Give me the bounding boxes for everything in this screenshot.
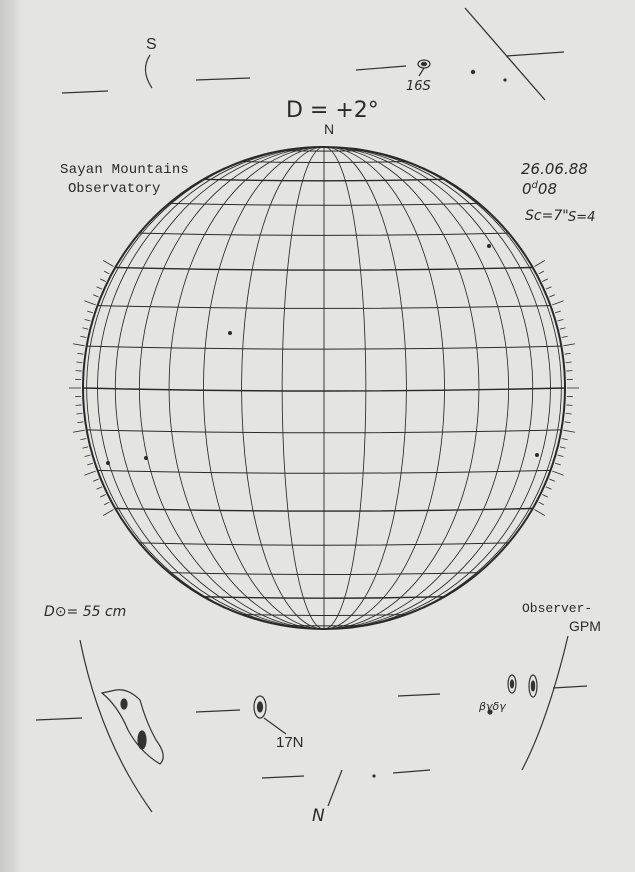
longitude-line xyxy=(242,147,324,629)
limb-tick xyxy=(100,495,105,498)
longitude-line xyxy=(98,147,324,629)
longitude-line xyxy=(87,147,324,629)
longitude-line xyxy=(324,147,406,629)
limb-tick xyxy=(546,487,551,489)
disk-spot xyxy=(144,456,148,460)
seeing-value: S=4 xyxy=(568,210,596,225)
limb-tick xyxy=(555,463,561,465)
limb-tick xyxy=(565,422,571,423)
limb-tick xyxy=(80,336,86,337)
sunspot-group-left xyxy=(102,690,163,764)
limb-tick xyxy=(103,510,113,516)
limb-tick xyxy=(558,455,564,457)
disk-spot xyxy=(487,244,491,248)
declination-label: D = +2° xyxy=(286,98,379,123)
region-right-label: βγδγ xyxy=(479,700,506,713)
small-spot-bottom xyxy=(373,775,375,777)
limb-tick xyxy=(558,319,564,321)
limb-tick xyxy=(84,471,95,475)
limb-tick xyxy=(552,301,563,305)
limb-tick xyxy=(85,455,91,457)
bottom-pole-label: N xyxy=(312,806,325,826)
small-spot-top-2 xyxy=(504,79,506,81)
limb-tick xyxy=(97,487,102,489)
limb-tick xyxy=(104,502,109,505)
longitude-line xyxy=(324,147,509,629)
top-dash-3 xyxy=(356,66,406,70)
top-sketch xyxy=(62,8,564,100)
longitude-line xyxy=(324,147,366,629)
top-dash-4 xyxy=(506,52,564,56)
bottom-sketch xyxy=(36,636,587,812)
limb-tick xyxy=(84,301,95,305)
limb-tick xyxy=(563,344,575,346)
bottom-limb-right xyxy=(522,636,568,770)
observation-date: 26.06.88 xyxy=(521,160,588,178)
limb-tick xyxy=(566,413,572,414)
limb-tick xyxy=(80,439,86,440)
limb-tick xyxy=(565,353,571,354)
top-pole-label: S xyxy=(146,36,157,53)
sunspot-group-right-1-umbra xyxy=(510,680,513,688)
limb-tick xyxy=(562,336,568,337)
longitude-line xyxy=(204,147,324,629)
limb-tick xyxy=(534,261,544,267)
bottom-dash-1 xyxy=(36,718,82,720)
seeing-scale: Sc=7" xyxy=(525,208,569,224)
bottom-dash-4 xyxy=(553,686,587,688)
limb-tick xyxy=(103,261,113,267)
limb-tick xyxy=(560,447,566,448)
longitude-line xyxy=(115,147,324,629)
observer-label: Observer- xyxy=(522,601,593,616)
limb-tick xyxy=(76,413,82,414)
sunspot-17n-label: 17N xyxy=(276,734,304,751)
bottom-orientation-arrow xyxy=(328,770,342,806)
observatory-name-line2: Observatory xyxy=(68,181,161,197)
sunspot-17n-umbra xyxy=(258,702,263,712)
observer-initials: GPM xyxy=(569,618,601,634)
longitude-line xyxy=(324,147,445,629)
limb-tick xyxy=(549,479,555,481)
bottom-dash-2 xyxy=(196,710,240,712)
observation-time-value: 08 xyxy=(537,180,557,198)
limb-tick xyxy=(77,422,83,423)
limb-tick xyxy=(539,271,544,274)
limb-tick xyxy=(73,344,85,346)
limb-tick xyxy=(104,271,109,274)
sunspot-group-right-2-umbra xyxy=(531,681,534,691)
bottom-limb-left xyxy=(80,640,152,812)
north-pole-label: N xyxy=(324,121,335,137)
limb-tick xyxy=(566,362,572,363)
limb-tick xyxy=(97,287,102,289)
telescope-diameter: D⊙= 55 cm xyxy=(44,604,127,620)
limb-tick xyxy=(552,471,563,475)
sunspot-17n-leader xyxy=(264,718,286,734)
disk-spot xyxy=(228,331,232,335)
limb-tick xyxy=(85,319,91,321)
limb-tick xyxy=(82,447,88,448)
longitude-line xyxy=(282,147,324,629)
top-dash-2 xyxy=(196,78,250,80)
top-dash-1 xyxy=(62,91,108,93)
limb-tick xyxy=(93,295,99,297)
limb-tick xyxy=(542,495,547,498)
small-spot-top xyxy=(471,70,474,73)
limb-tick xyxy=(560,328,566,329)
limb-tick xyxy=(82,328,88,329)
bottom-dash-5 xyxy=(262,776,304,778)
limb-tick xyxy=(77,353,83,354)
observation-time xyxy=(522,180,557,198)
sunspot-group-left-umbra xyxy=(138,731,146,749)
observation-time-superscript: d xyxy=(531,180,538,191)
longitude-line xyxy=(139,147,324,629)
limb-tick xyxy=(93,479,99,481)
longitude-line xyxy=(324,147,550,629)
observation-time-prefix: 0 xyxy=(522,180,532,198)
sunspot-16s-leader xyxy=(419,68,424,76)
limb-tick xyxy=(87,311,93,313)
limb-tick xyxy=(534,510,544,516)
limb-tick xyxy=(562,439,568,440)
limb-tick xyxy=(555,311,561,313)
limb-tick xyxy=(549,295,555,297)
sunspot-16s-umbra xyxy=(422,62,427,65)
limb-tick xyxy=(539,502,544,505)
longitude-line xyxy=(324,147,533,629)
limb-tick xyxy=(563,430,575,432)
disk-spot xyxy=(106,461,110,465)
bottom-dash-6 xyxy=(393,770,430,773)
sunspot-group-left-umbra-2 xyxy=(121,699,127,709)
top-orientation-arrow xyxy=(145,55,152,88)
disk-spot xyxy=(535,453,539,457)
observatory-name: Sayan Mountains xyxy=(60,162,190,178)
solar-globe xyxy=(69,147,579,629)
bottom-dash-3 xyxy=(398,694,440,696)
sunspot-16s-label: 16S xyxy=(406,79,431,94)
limb-tick xyxy=(546,287,551,289)
limb-tick xyxy=(100,279,105,282)
limb-tick xyxy=(73,430,85,432)
limb-tick xyxy=(87,463,93,465)
limb-tick xyxy=(76,362,82,363)
limb-tick xyxy=(542,279,547,282)
